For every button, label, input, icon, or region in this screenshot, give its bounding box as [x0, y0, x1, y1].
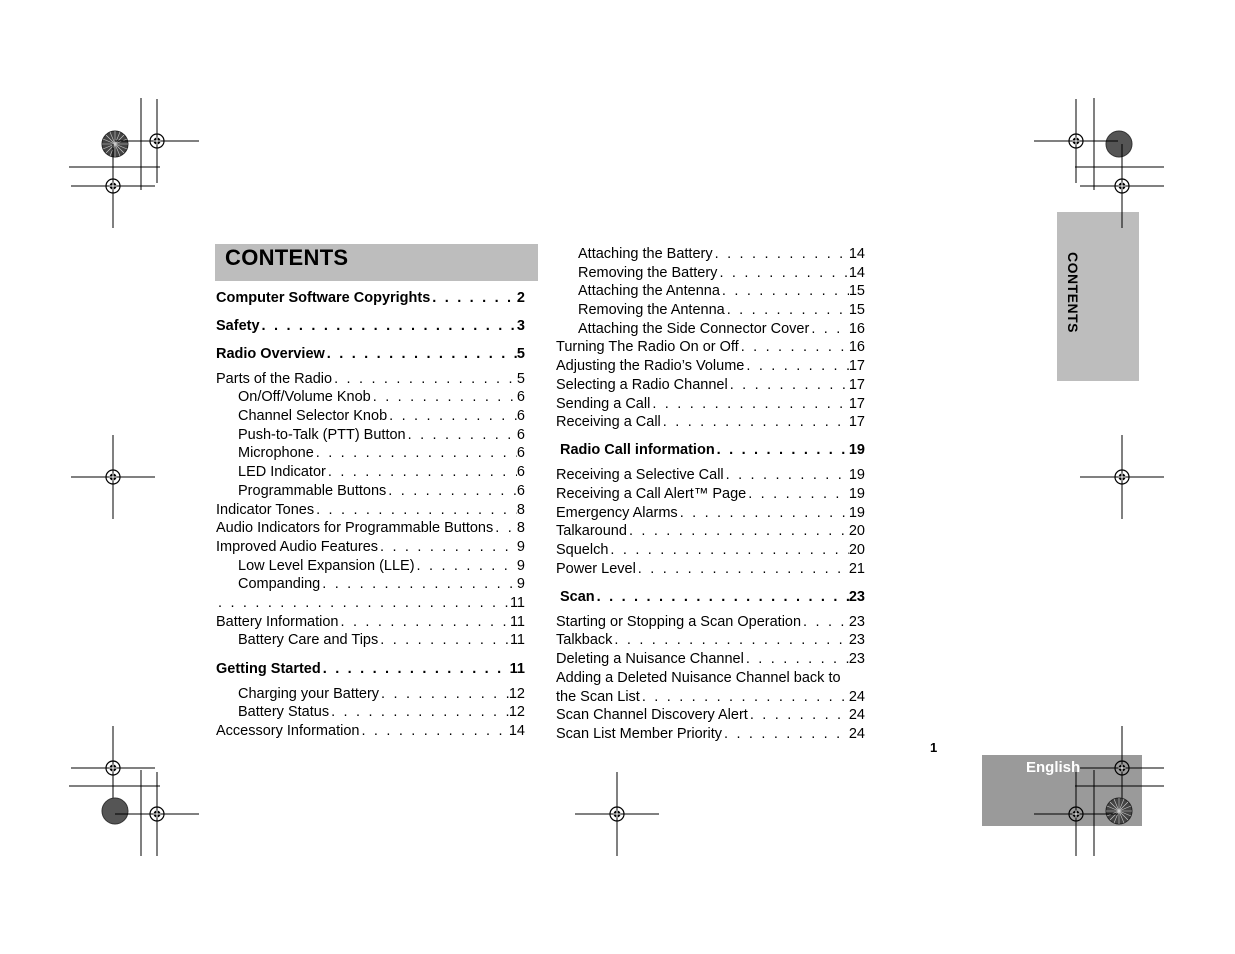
toc-entry-title: Receiving a Selective Call: [556, 467, 724, 483]
toc-entry-title: Low Level Expansion (LLE): [238, 558, 415, 574]
toc-entry-page: 9: [516, 558, 525, 574]
toc-entry-page: 9: [516, 539, 525, 555]
toc-entry-page: 19: [848, 486, 865, 502]
toc-entry-title: Emergency Alarms: [556, 505, 678, 521]
toc-entry-page: 24: [848, 689, 865, 705]
toc-entry-page: 6: [516, 445, 525, 461]
toc-entry-page: 5: [516, 346, 525, 362]
toc-entry-page: 14: [508, 723, 525, 739]
toc-entry-page: 3: [516, 318, 525, 334]
toc-entry-page: 2: [516, 290, 525, 306]
toc-entry-page: 15: [848, 302, 865, 318]
toc-entry-title: Attaching the Antenna: [578, 283, 720, 299]
toc-entry-title: Audio Indicators for Programmable Buttons: [216, 520, 494, 536]
toc-entry-page: 23: [848, 589, 865, 605]
toc-entry-page: 17: [848, 377, 865, 393]
toc-entry-title: Scan: [560, 589, 595, 605]
toc-entry-title: the Scan List: [556, 689, 640, 705]
toc-entry-title: Charging your Battery: [238, 686, 380, 702]
toc-entry-title: Receiving a Call: [556, 414, 661, 430]
toc-entry-title: Selecting a Radio Channel: [556, 377, 728, 393]
toc-entry-page: 14: [848, 246, 865, 262]
toc-entry-page: 19: [848, 505, 865, 521]
toc-entry-page: 21: [848, 561, 865, 577]
toc-entry-page: 11: [509, 595, 525, 611]
toc-entry-title: Companding: [238, 576, 321, 592]
toc-entry-title: Removing the Antenna: [578, 302, 725, 318]
toc-entry-title: Removing the Battery: [578, 265, 718, 281]
toc-entry-page: 11: [509, 614, 525, 630]
toc-entry-title: Sending a Call: [556, 396, 651, 412]
toc-entry-page: 17: [848, 414, 865, 430]
language-tab-label: English: [1026, 759, 1081, 776]
toc-entry-page: 23: [848, 651, 865, 667]
toc-entry-page: 20: [848, 542, 865, 558]
toc-entry-title: Scan List Member Priority: [556, 726, 722, 742]
toc-entry-title: Push-to-Talk (PTT) Button: [238, 427, 406, 443]
toc-entry-page: 6: [516, 483, 525, 499]
toc-entry-page: 11: [509, 661, 525, 677]
toc-entry-page: 14: [848, 265, 865, 281]
toc-entry-title: Programmable Buttons: [238, 483, 387, 499]
toc-entry-title: Scan Channel Discovery Alert: [556, 707, 748, 723]
toc-entry-title: Indicator Tones: [216, 502, 315, 518]
toc-entry-title: Channel Selector Knob: [238, 408, 388, 424]
toc-entry-page: 19: [848, 442, 865, 458]
toc-entry-title: Talkback: [556, 632, 613, 648]
toc-entry-page: 6: [516, 464, 525, 480]
toc-entry-title: Adding a Deleted Nuisance Channel back to: [556, 670, 841, 686]
toc-entry-title: Radio Call information: [560, 442, 715, 458]
toc-entry-title: Getting Started: [216, 661, 321, 677]
toc-entry-title: Receiving a Call Alert™ Page: [556, 486, 747, 502]
toc-entry-page: 8: [516, 520, 525, 536]
toc-entry-page: 8: [516, 502, 525, 518]
toc-entry-page: 16: [848, 339, 865, 355]
toc-entry-title: Deleting a Nuisance Channel: [556, 651, 744, 667]
toc-entry-title: Radio Overview: [216, 346, 325, 362]
toc-entry-title: Attaching the Side Connector Cover: [578, 321, 810, 337]
toc-entry-page: 24: [848, 707, 865, 723]
toc-entry-title: Starting or Stopping a Scan Operation: [556, 614, 802, 630]
toc-entry-page: 23: [848, 614, 865, 630]
toc-entry-title: Computer Software Copyrights: [216, 290, 431, 306]
toc-entry-title: Turning The Radio On or Off: [556, 339, 739, 355]
toc-entry-title: Battery Status: [238, 704, 330, 720]
page-number: 1: [930, 740, 938, 755]
toc-entry-title: Battery Information: [216, 614, 339, 630]
toc-entry-page: 11: [509, 632, 525, 648]
side-tab-label: CONTENTS: [1065, 252, 1081, 333]
toc-entry-title: Safety: [216, 318, 260, 334]
toc-entry-page: 23: [848, 632, 865, 648]
toc-entry-page: 20: [848, 523, 865, 539]
toc-entry-title: Microphone: [238, 445, 314, 461]
toc-entry-page: 15: [848, 283, 865, 299]
toc-entry-page: 12: [508, 704, 525, 720]
toc-entry-page: 6: [516, 408, 525, 424]
toc-entry-title: Power Level: [556, 561, 636, 577]
toc-entry-title: Adjusting the Radio’s Volume: [556, 358, 745, 374]
toc-entry-page: 5: [516, 371, 525, 387]
toc-entry-page: 17: [848, 358, 865, 374]
toc-entry-page: 24: [848, 726, 865, 742]
toc-entry-page: 17: [848, 396, 865, 412]
page-title: CONTENTS: [225, 245, 349, 270]
toc-entry-page: 19: [848, 467, 865, 483]
toc-entry-title: Squelch: [556, 542, 609, 558]
toc-entry-page: 6: [516, 389, 525, 405]
toc-entry-title: Attaching the Battery: [578, 246, 713, 262]
toc-entry-page: 12: [508, 686, 525, 702]
toc-entry-title: Accessory Information: [216, 723, 360, 739]
toc-entry-page: 16: [848, 321, 865, 337]
toc-entry-title: On/Off/Volume Knob: [238, 389, 371, 405]
toc-entry-title: Battery Care and Tips: [238, 632, 379, 648]
toc-entry-title: LED Indicator: [238, 464, 326, 480]
toc-entry-page: 6: [516, 427, 525, 443]
toc-entry-title: Improved Audio Features: [216, 539, 379, 555]
toc-entry-page: 9: [516, 576, 525, 592]
toc-entry-title: Talkaround: [556, 523, 627, 539]
toc-entry-title: Parts of the Radio: [216, 371, 333, 387]
